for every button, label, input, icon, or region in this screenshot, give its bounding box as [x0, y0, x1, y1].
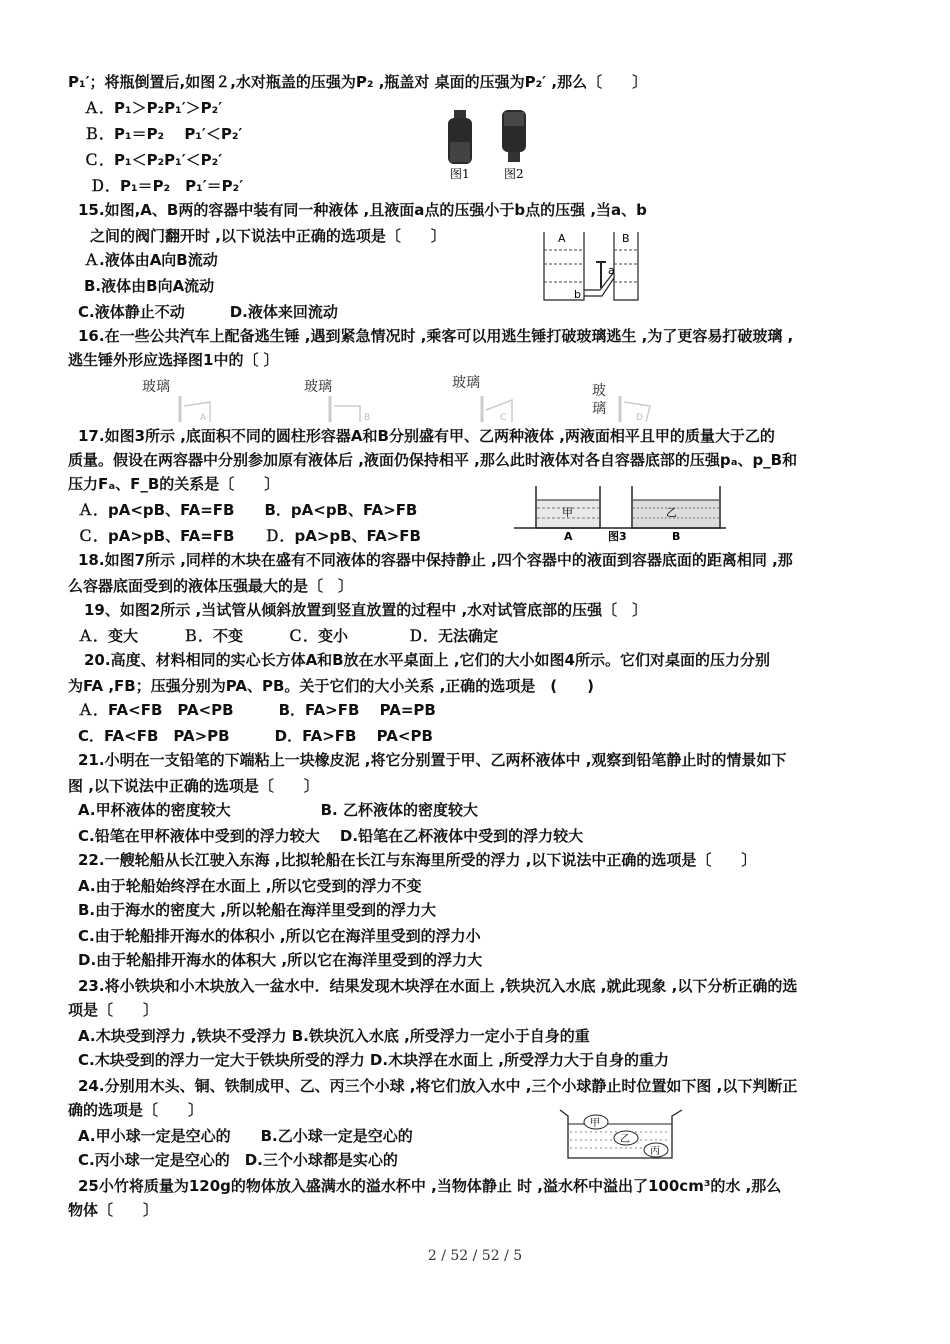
bottle-figure	[440, 106, 540, 184]
escape-hammer-figure	[160, 392, 660, 422]
q24-stem-cont: 确的选项是〔 〕	[68, 1101, 204, 1119]
container-b-label: B	[622, 232, 630, 245]
q15-option-a: Ａ.液体由A向B流动	[84, 251, 218, 269]
bottle-figure-caption-1: 图1	[450, 167, 470, 181]
q14-option-c: Ｃ．P₁＜P₂P₁′＜P₂′	[84, 151, 223, 169]
hammer-a-label: A	[200, 413, 207, 422]
q15-stem: 15.如图,A、B两的容器中装有同一种液体 ,且液面a点的压强小于b点的压强 ,当a、b	[78, 201, 647, 219]
q22-option-a: A.由于轮船始终浮在水面上 ,所以它受到的浮力不变	[78, 877, 422, 895]
q23-stem-cont: 项是〔 〕	[68, 1001, 159, 1019]
q16-stem-cont: 逃生锤外形应选择图1中的〔 〕	[68, 351, 279, 369]
q23-options-ab: A.木块受到浮力 ,铁块不受浮力 B.铁块沉入水底 ,所受浮力一定小于自身的重	[78, 1027, 590, 1045]
q22-option-b: B.由于海水的密度大 ,所以轮船在海洋里受到的浮力大	[78, 901, 437, 919]
figure-3-caption: 图3	[608, 530, 627, 542]
q18-stem: 18.如图7所示 ,同样的木块在盛有不同液体的容器中保持静止 ,四个容器中的液面到容器底面的距离相同 ,那	[78, 551, 793, 569]
liquid-yi-label: 乙	[666, 506, 677, 519]
floating-balls-figure	[556, 1106, 688, 1162]
q16-stem: 16.在一些公共汽车上配备逃生锤 ,遇到紧急情况时 ,乘客可以用逃生锤打破玻璃逃生 ,为了更容易打破玻璃 ,	[78, 327, 794, 345]
glass-label-1: 玻璃	[142, 379, 170, 395]
q23-options-cd: C.木块受到的浮力一定大于铁块所受的浮力 D.木块浮在水面上 ,所受浮力大于自身的重力	[78, 1051, 670, 1069]
valve-container-figure	[540, 228, 642, 304]
q24-options-ab: A.甲小球一定是空心的 B.乙小球一定是空心的	[78, 1127, 413, 1145]
q21-stem-cont: 图 ,以下说法中正确的选项是〔 〕	[68, 777, 319, 795]
point-b-label: b	[574, 288, 581, 301]
liquid-jia-label: 甲	[562, 506, 573, 519]
q22-stem: 22.一艘轮船从长江驶入东海 ,比拟轮船在长江与东海里所受的浮力 ,以下说法中正确的选项是〔 〕	[78, 851, 757, 869]
q21-options-cd: C.铅笔在甲杯液体中受到的浮力较大 D.铅笔在乙杯液体中受到的浮力较大	[78, 827, 584, 845]
container-b-caption: B	[672, 530, 681, 542]
q14-option-b: Ｂ．P₁＝P₂ P₁′＜P₂′	[84, 125, 243, 143]
q17-options-ab: Ａ．pA<pB、FA=FB B．pA<pB、FA>FB	[78, 501, 418, 519]
ball-jia-label: 甲	[590, 1118, 600, 1129]
q23-stem: 23.将小铁块和小木块放入一盆水中．结果发现木块浮在水面上 ,铁块沉入水底 ,就此现象 ,以下分析正确的选	[78, 977, 798, 995]
container-a-caption: A	[564, 530, 573, 542]
glass-label-3: 玻璃	[452, 375, 480, 391]
q14-option-a: Ａ．P₁＞P₂P₁′＞P₂′	[84, 99, 223, 117]
q15-stem-cont: 之间的阀门翻开时 ,以下说法中正确的选项是〔 〕	[90, 227, 446, 245]
q19-options: Ａ．变大 Ｂ．不变 Ｃ．变小 Ｄ．无法确定	[78, 627, 499, 645]
ball-yi-label: 乙	[620, 1134, 630, 1145]
ball-bing-label: 丙	[650, 1146, 660, 1157]
q19-stem: 19、如图2所示 ,当试管从倾斜放置到竖直放置的过程中 ,水对试管底部的压强〔 〕	[84, 601, 648, 619]
q17-stem: 17.如图3所示 ,底面积不同的圆柱形容器A和B分别盛有甲、乙两种液体 ,两液面相平且甲的质量大于乙的	[78, 427, 775, 445]
hammer-b-label: B	[364, 413, 371, 422]
q22-option-c: C.由于轮船排开海水的体积小 ,所以它在海洋里受到的浮力小	[78, 927, 481, 945]
q24-stem: 24.分别用木头、铜、铁制成甲、乙、丙三个小球 ,将它们放入水中 ,三个小球静止时位置如下图 ,以下判断正	[78, 1077, 798, 1095]
q18-stem-cont: 么容器底面受到的液体压强最大的是〔 〕	[68, 577, 354, 595]
q25-stem-cont: 物体〔 〕	[68, 1201, 159, 1219]
glass-label-4a: 玻	[592, 383, 606, 399]
glass-label-4b: 璃	[592, 401, 606, 417]
q14-option-d: Ｄ．P₁＝P₂ P₁′＝P₂′	[90, 177, 244, 195]
q15-option-cd: C.液体静止不动 D.液体来回流动	[78, 303, 338, 321]
q21-stem: 21.小明在一支铅笔的下端粘上一块橡皮泥 ,将它分别置于甲、乙两杯液体中 ,观察到铅笔静止时的情景如下	[78, 751, 787, 769]
q20-stem-cont: 为FA ,FB；压强分别为PA、PB。关于它们的大小关系 ,正确的选项是 ( )	[68, 677, 595, 695]
q20-options-cd: C．FA<FB PA>PB D．FA>FB PA<PB	[78, 727, 433, 745]
container-a-label: A	[558, 232, 566, 245]
point-a-label: a	[608, 264, 615, 277]
containers-figure	[514, 480, 726, 542]
hammer-d-label: D	[636, 413, 643, 422]
hammer-c-label: C	[500, 413, 507, 422]
page-number: 2 / 52 / 52 / 5	[427, 1248, 523, 1264]
bottle-figure-caption-2: 图2	[504, 167, 524, 181]
q17-stem-cont2: 压力Fₐ、F_B的关系是〔 〕	[68, 475, 280, 493]
glass-label-2: 玻璃	[304, 379, 332, 395]
q14-stem-line: P₁′；将瓶倒置后,如图２,水对瓶盖的压强为P₂ ,瓶盖对 桌面的压强为P₂′ ,那么〔 〕	[68, 73, 648, 91]
q17-options-cd: Ｃ．pA>pB、FA=FB Ｄ．pA>pB、FA>FB	[78, 527, 421, 545]
q17-stem-cont: 质量。假设在两容器中分别参加原有液体后 ,液面仍保持相平 ,那么此时液体对各自容器底部的压强pₐ、p_B和	[68, 451, 798, 469]
q20-stem: 20.高度、材料相同的实心长方体A和B放在水平桌面上 ,它们的大小如图4所示。它们对桌面的压力分别	[84, 651, 770, 669]
q25-stem: 25小竹将质量为120g的物体放入盛满水的溢水杯中 ,当物体静止 时 ,溢水杯中溢出了100cm³的水 ,那么	[78, 1177, 782, 1195]
q20-options-ab: Ａ．FA<FB PA<PB B．FA>FB PA=PB	[78, 701, 436, 719]
q22-option-d: D.由于轮船排开海水的体积大 ,所以它在海洋里受到的浮力大	[78, 951, 483, 969]
q24-options-cd: C.丙小球一定是空心的 D.三个小球都是实心的	[78, 1151, 398, 1169]
q15-option-b: B.液体由B向A流动	[84, 277, 215, 295]
q21-options-ab: A.甲杯液体的密度较大 B. 乙杯液体的密度较大	[78, 801, 478, 819]
